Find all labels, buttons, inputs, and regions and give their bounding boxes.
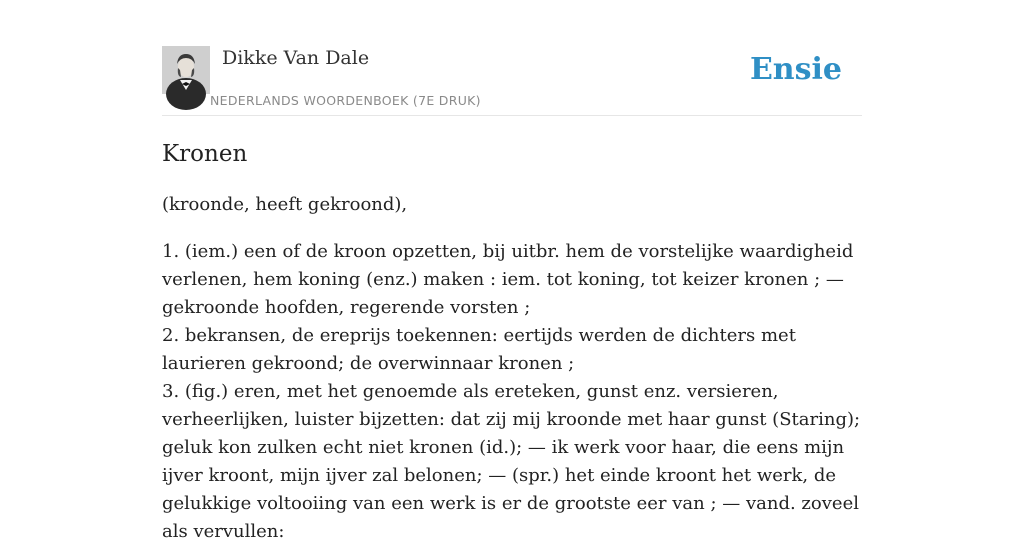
author-name[interactable]: Dikke Van Dale [222, 47, 370, 69]
definition-sense: 1. (iem.) een of de kroon opzetten, bij uitbr. hem de vorstelijke waardigheid verlenen, hem koning (enz.) maken : iem. tot koning, tot keizer kronen ; — gekroonde hoofden, regerende vorsten ; [162, 241, 854, 318]
definition-sense: 2. bekransen, de ereprijs toekennen: eertijds werden de dichters met laurieren gekroond; de overwinnaar kronen ; [162, 325, 796, 374]
entry-content [162, 138, 862, 546]
source-title[interactable]: NEDERLANDS WOORDENBOEK (7E DRUK) [210, 93, 481, 108]
author-avatar[interactable] [162, 46, 210, 94]
entry-forms: (kroonde, heeft gekroond), [162, 194, 408, 215]
entry-definition [162, 238, 862, 546]
entry-term: Kronen [162, 141, 248, 167]
entry-header [162, 46, 862, 116]
portrait-icon [162, 46, 210, 94]
ensie-logo[interactable]: Ensie [749, 52, 842, 87]
definition-sense: 3. (fig.) eren, met het genoemde als ereteken, gunst enz. versieren, verheerlijken, luister bijzetten: dat zij mij kroonde met haar gunst (Staring); geluk kon zulken echt niet kronen (id.); — ik werk voor haar, die eens mijn ijver kroont, mijn ijver zal belonen; — (spr.) het einde kroont het werk, de gelukkige voltooiing van een werk is er de grootste eer van ; — vand. zoveel als vervullen: [162, 381, 861, 542]
